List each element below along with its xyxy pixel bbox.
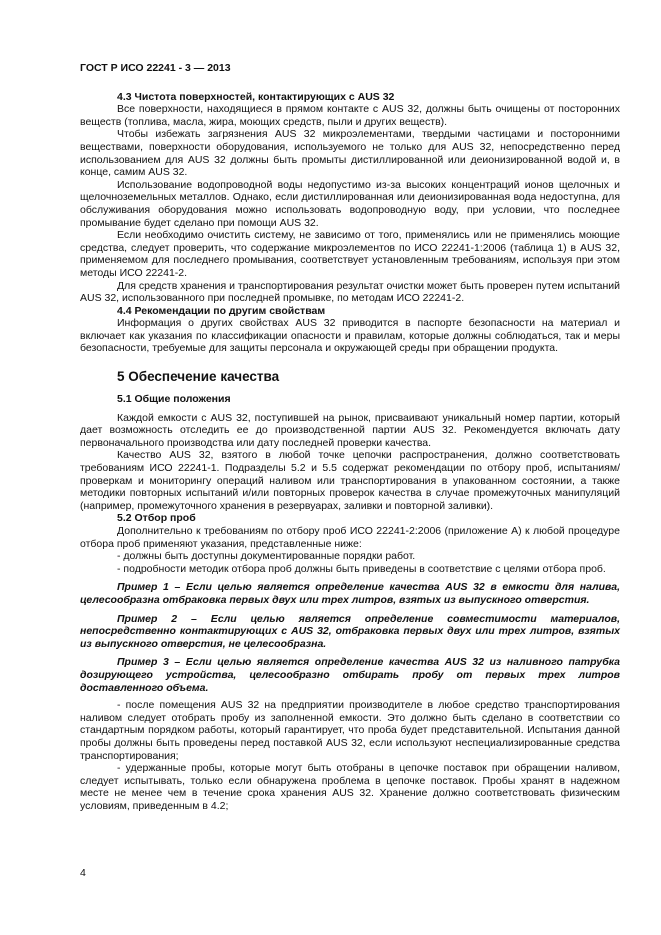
paragraph: Каждой емкости с AUS 32, поступившей на рынок, присваивают уникальный номер партии, который дает возможность отследить ее до производственной партии AUS 32. Рекомендуется включать дату первоначального производства или дату последней проверки качества.	[80, 411, 620, 449]
list-item: - после помещения AUS 32 на предприятии производителе в любое средство транспортирования наливом следует отобрать пробу из заполненной емкости. Это должно быть сделано в соответствии со стандартным порядком работы, который гарантирует, что проба будет представительной. Испытания данной пробы должны быть проведены перед поставкой AUS 32, если используют неспециализированные средства транспортирования;	[80, 699, 620, 762]
paragraph: Чтобы избежать загрязнения AUS 32 микроэлементами, твердыми частицами и посторонними веществами, поверхности оборудования, используемого не только для AUS 32, непосредственно перед использованием для AUS 32 должны быть промыты дистиллированной или деионизированной водой и, в конце, самим AUS 32.	[80, 128, 620, 179]
list-item: - должны быть доступны документированные порядки работ.	[117, 550, 416, 563]
example-1: Пример 1 – Если целью является определение качества AUS 32 в емкости для налива, целесообразна отбраковка первых двух или трех литров, взятых из выпускного отверстия.	[80, 581, 620, 606]
paragraph: Информация о других свойствах AUS 32 приводится в паспорте безопасности на материал и включает как указания по классификации опасности и правилам, которые должны соблюдаться, так и меры безопасности, требуемые для защиты персонала и окружающей среды при обращении продукта.	[80, 317, 620, 355]
section-4-4-heading: 4.4 Рекомендации по другим свойствам	[117, 304, 326, 317]
paragraph: Качество AUS 32, взятого в любой точке цепочки распространения, должно соответствовать требованиям ИСО 22241-1. Подразделы 5.2 и 5.5 содержат рекомендации по отбору проб, испытаниям/проверкам и мониторингу операций наливом или транспортирования в упакованном состоянии, а также методики повторных испытаний и/или повторных проверок качества в случае промежуточных манипуляций (например, промежуточного хранения в резервуарах, заливки и повторной заливки).	[80, 449, 620, 512]
document-header: ГОСТ Р ИСО 22241 - 3 — 2013	[80, 62, 231, 74]
list-item: - удержанные пробы, которые могут быть отобраны в цепочке поставок при обращении наливом, следует испытывать, только если обнаружена проблема в цепочке поставок. Пробы хранят в надежном месте не менее чем в течение срока хранения AUS 32. Хранение должно соответствовать физическим условиям, приведенным в 4.2;	[80, 762, 620, 812]
section-5-heading: 5 Обеспечение качества	[117, 369, 280, 385]
page-number: 4	[80, 867, 86, 879]
paragraph: Если необходимо очистить систему, не зависимо от того, применялись или не применялись моющие средства, следует проверить, что содержание микроэлементов по ИСО 22241-1:2006 (таблица 1) в AUS 32, применяемом для последнего промывания, соответствует установленным требованиям, используя при этом методы ИСО 22241-2.	[80, 229, 620, 279]
section-5-2-heading: 5.2 Отбор проб	[117, 512, 196, 525]
list-item: - подробности методик отбора проб должны быть приведены в соответствие с целями отбора проб.	[117, 562, 606, 575]
paragraph: Дополнительно к требованиям по отбору проб ИСО 22241-2:2006 (приложение А) к любой процедуре отбора проб применяют указания, представленные ниже:	[80, 525, 620, 550]
example-2: Пример 2 – Если целью является определение совместимости материалов, непосредственно контактирующих с AUS 32, отбраковка первых двух или трех литров, взятых из выпускного отверстия, не целесообразна.	[80, 612, 620, 650]
paragraph: Использование водопроводной воды недопустимо из-за высоких концентраций ионов щелочных и щелочноземельных металлов. Однако, если дистиллированная или деионизированная вода недоступна, для обслуживания оборудования можно использовать водопроводную воду, при условии, что последнее промывание будет сделано при помощи AUS 32.	[80, 178, 620, 229]
paragraph: Все поверхности, находящиеся в прямом контакте с AUS 32, должны быть очищены от посторонних веществ (топлива, масла, жира, моющих средств, пыли и других веществ).	[80, 103, 620, 128]
example-3: Пример 3 – Если целью является определение качества AUS 32 из наливного патрубка дозирующего устройства, целесообразно отбирать пробу от первых трех литров доставленного объема.	[80, 656, 620, 694]
paragraph: Для средств хранения и транспортирования результат очистки может быть проверен путем испытаний AUS 32, использованного при последней промывке, по методам ИСО 22241-2.	[80, 279, 620, 305]
section-5-1-heading: 5.1 Общие положения	[117, 393, 231, 406]
section-4-3-heading: 4.3 Чистота поверхностей, контактирующих с AUS 32	[117, 90, 395, 103]
